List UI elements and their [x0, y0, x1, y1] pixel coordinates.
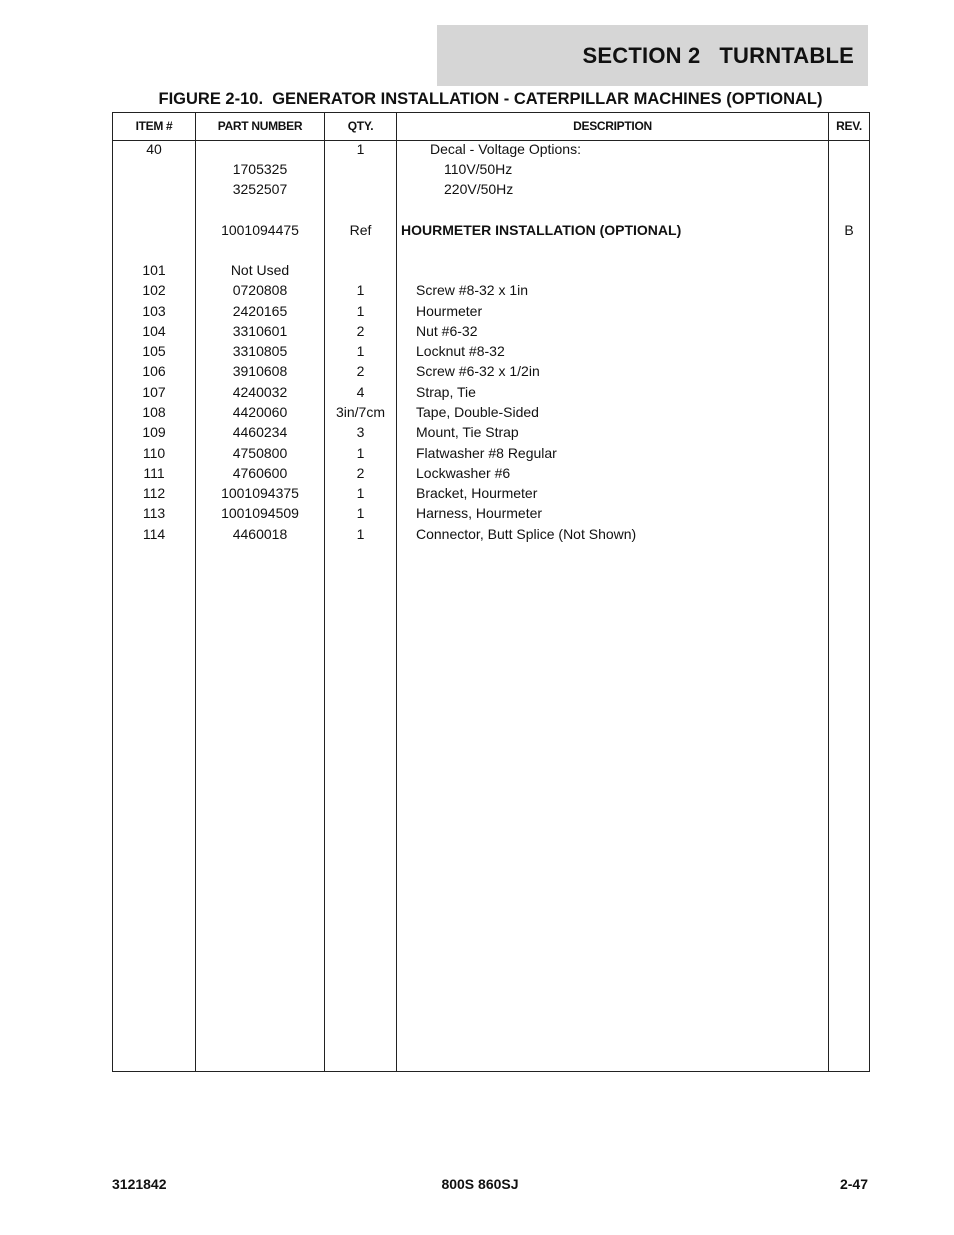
quantity-cell: 1	[356, 303, 365, 319]
item-number-cell: 113	[142, 505, 166, 521]
description-cell: 110V/50Hz	[444, 161, 513, 177]
quantity-cell: 1	[356, 526, 365, 542]
part-number-cell: 4460018	[232, 526, 288, 542]
footer-model: 800S 860SJ	[441, 1176, 519, 1192]
table-row	[113, 301, 869, 321]
description-cell: Locknut #8-32	[416, 343, 505, 359]
description-cell: HOURMETER INSTALLATION (OPTIONAL)	[401, 222, 682, 238]
item-number-cell: 40	[146, 141, 162, 157]
part-number-cell: Not Used	[230, 262, 290, 278]
part-number-cell: 1001094475	[221, 222, 299, 238]
section-title: SECTION 2 TURNTABLE	[582, 42, 854, 68]
column-divider	[195, 113, 196, 1071]
quantity-cell: 1	[356, 343, 365, 359]
item-number-cell: 114	[142, 526, 166, 542]
description-cell: Nut #6-32	[416, 323, 478, 339]
description-cell: Hourmeter	[416, 303, 483, 319]
description-cell: Harness, Hourmeter	[416, 505, 543, 521]
section-banner	[437, 25, 868, 86]
table-row	[113, 422, 869, 442]
quantity-cell: 1	[356, 445, 365, 461]
description-cell: Connector, Butt Splice (Not Shown)	[416, 526, 637, 542]
table-row	[113, 382, 869, 402]
table-row	[113, 503, 869, 523]
part-number-cell: 1001094509	[221, 505, 299, 521]
quantity-cell: 1	[356, 282, 365, 298]
table-row	[113, 260, 869, 280]
part-number-cell: 4460234	[232, 424, 288, 440]
table-row	[113, 341, 869, 361]
description-cell: 220V/50Hz	[444, 181, 514, 197]
part-number-cell: 3310805	[232, 343, 288, 359]
column-divider	[324, 113, 325, 1071]
table-row	[113, 220, 869, 240]
description-cell: Tape, Double-Sided	[416, 404, 539, 420]
table-row	[113, 524, 869, 544]
table-row	[113, 443, 869, 463]
description-cell: Decal - Voltage Options:	[430, 141, 581, 157]
description-cell: Mount, Tie Strap	[416, 424, 519, 440]
item-number-cell: 102	[142, 282, 166, 298]
table-row	[113, 483, 869, 503]
quantity-cell: 2	[356, 323, 365, 339]
quantity-cell: Ref	[349, 222, 372, 238]
table-row	[113, 179, 869, 199]
quantity-cell: 1	[356, 141, 365, 157]
description-cell: Bracket, Hourmeter	[416, 485, 538, 501]
quantity-cell: 1	[356, 505, 365, 521]
quantity-cell: 2	[356, 465, 365, 481]
column-header-rev: REV.	[836, 119, 862, 133]
item-number-cell: 101	[142, 262, 166, 278]
table-row	[113, 159, 869, 179]
quantity-cell: 4	[356, 384, 365, 400]
quantity-cell: 3in/7cm	[335, 404, 386, 420]
part-number-cell: 1001094375	[221, 485, 299, 501]
item-number-cell: 111	[143, 465, 165, 481]
item-number-cell: 108	[142, 404, 166, 420]
item-number-cell: 112	[142, 485, 166, 501]
quantity-cell: 1	[356, 485, 365, 501]
part-number-cell: 4750800	[232, 445, 288, 461]
figure-title: FIGURE 2-10. GENERATOR INSTALLATION - CATERPILLAR MACHINES (OPTIONAL)	[158, 90, 823, 108]
item-number-cell: 107	[142, 384, 166, 400]
footer-page-number: 2-47	[839, 1176, 868, 1192]
item-number-cell: 104	[142, 323, 166, 339]
table-row	[113, 321, 869, 341]
part-number-cell: 3252507	[232, 181, 288, 197]
part-number-cell: 1705325	[232, 161, 288, 177]
item-number-cell: 106	[142, 363, 166, 379]
quantity-cell: 2	[356, 363, 365, 379]
parts-table	[112, 112, 870, 1072]
column-divider	[828, 113, 829, 1071]
item-number-cell: 109	[142, 424, 166, 440]
table-row	[113, 361, 869, 381]
part-number-cell: 3910608	[232, 363, 288, 379]
item-number-cell: 105	[142, 343, 166, 359]
part-number-cell: 4760600	[232, 465, 288, 481]
footer-doc-number: 3121842	[112, 1176, 167, 1192]
description-cell: Flatwasher #8 Regular	[416, 445, 557, 461]
part-number-cell: 4240032	[232, 384, 288, 400]
column-header-qty: QTY.	[347, 119, 374, 133]
column-header-part-number: PART NUMBER	[217, 119, 303, 133]
item-number-cell: 103	[142, 303, 166, 319]
column-divider	[396, 113, 397, 1071]
column-header-item: ITEM #	[135, 119, 173, 133]
revision-cell: B	[844, 222, 854, 238]
part-number-cell: 0720808	[232, 282, 288, 298]
quantity-cell: 3	[356, 424, 365, 440]
description-cell: Screw #6-32 x 1/2in	[416, 363, 540, 379]
item-number-cell: 110	[142, 445, 166, 461]
part-number-cell: 4420060	[232, 404, 288, 420]
table-row	[113, 463, 869, 483]
description-cell: Lockwasher #6	[416, 465, 511, 481]
table-row	[113, 402, 869, 422]
part-number-cell: 3310601	[232, 323, 288, 339]
description-cell: Screw #8-32 x 1in	[416, 282, 529, 298]
column-header-description: DESCRIPTION	[573, 119, 652, 133]
table-row	[113, 139, 869, 159]
description-cell: Strap, Tie	[416, 384, 476, 400]
part-number-cell: 2420165	[232, 303, 288, 319]
table-row	[113, 280, 869, 300]
